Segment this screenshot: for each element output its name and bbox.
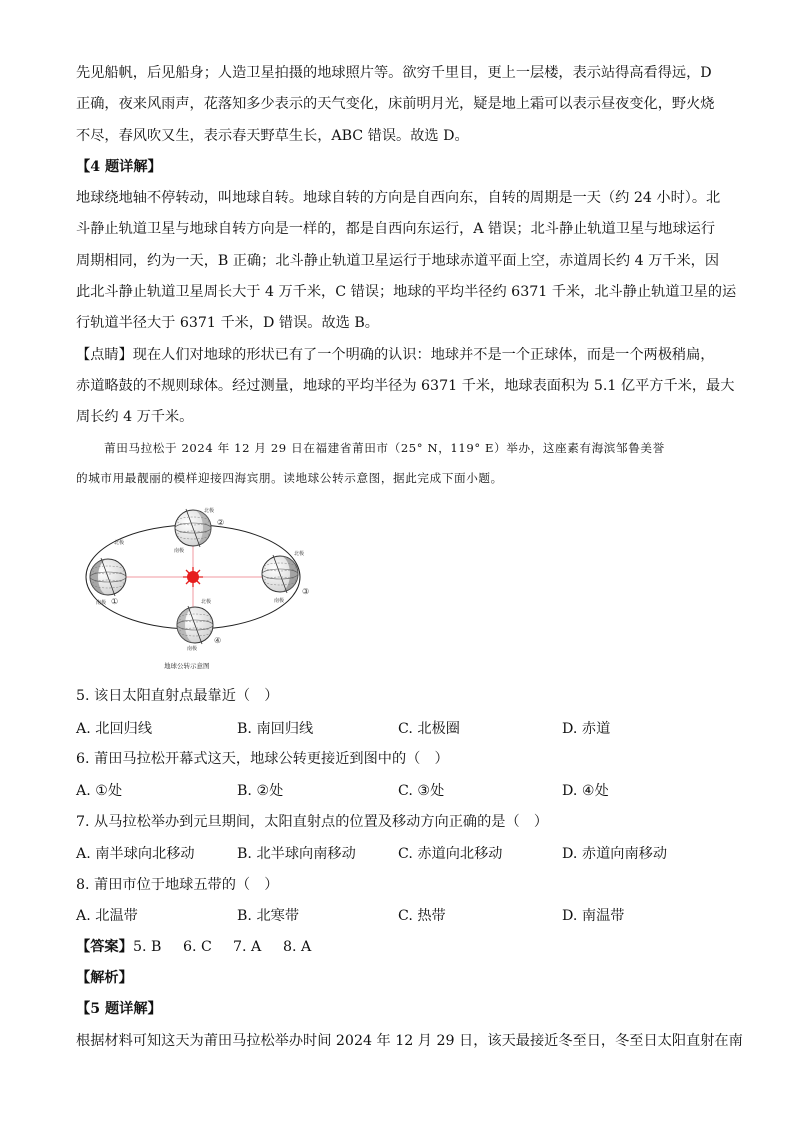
text-line: 先见船帆，后见船身；人造卫星拍摄的地球照片等。欲穷千里目，更上一层楼，表示站得高看得远，D — [76, 65, 712, 81]
position-2-label: ② — [217, 518, 225, 527]
text-line: 正确，夜来风雨声，花落知多少表示的天气变化，床前明月光，疑是地上霜可以表示昼夜变化，野火烧 — [76, 96, 715, 112]
position-3-label: ③ — [302, 587, 310, 596]
south-pole-label: 南极 — [96, 600, 107, 606]
answer-item: 5. B — [133, 939, 162, 955]
material-intro: 莆田马拉松于 2024 年 12 月 29 日在福建省莆田市（25° N，119° E）举办，这座素有海滨邹鲁美誉 — [104, 441, 665, 455]
question-8-option-d[interactable]: D. 南温带 — [562, 908, 625, 924]
question-7-stem: 7. 从马拉松举办到元旦期间，太阳直射点的位置及移动方向正确的是（ ） — [76, 814, 549, 830]
sun-icon — [183, 567, 203, 587]
text-line: 此北斗静止轨道卫星周长大于 4 万千米，C 错误；地球的平均半径约 6371 千米，北斗静止轨道卫星的运 — [76, 284, 737, 300]
text-line: 行轨道半径大于 6371 千米，D 错误。故选 B。 — [76, 315, 379, 331]
answer-item: 7. A — [233, 939, 262, 955]
question-7-option-d[interactable]: D. 赤道向南移动 — [562, 846, 668, 862]
question-5-option-c[interactable]: C. 北极圈 — [398, 721, 460, 737]
north-pole-label: 北极 — [294, 551, 305, 557]
north-pole-label: 北极 — [204, 508, 215, 514]
text-line: 根据材料可知这天为莆田马拉松举办时间 2024 年 12 月 29 日，该天最接近冬至日，冬至日太阳直射在南 — [76, 1033, 743, 1049]
earth-revolution-diagram — [80, 500, 320, 675]
question-6-option-a[interactable]: A. ①处 — [76, 783, 123, 799]
question-8-option-a[interactable]: A. 北温带 — [76, 908, 138, 924]
position-4-label: ④ — [214, 636, 222, 645]
answer-label: 【答案】 — [76, 939, 133, 955]
north-pole-label: 北极 — [201, 599, 212, 605]
question-6-option-d[interactable]: D. ④处 — [562, 783, 609, 799]
question-5-option-b[interactable]: B. 南回归线 — [237, 721, 314, 737]
question-5-option-d[interactable]: D. 赤道 — [562, 721, 611, 737]
material-intro: 的城市用最靓丽的模样迎接四海宾朋。读地球公转示意图，据此完成下面小题。 — [76, 471, 503, 485]
earth-position-1 — [90, 558, 126, 596]
south-pole-label: 南极 — [187, 646, 198, 652]
analysis-heading: 【解析】 — [76, 970, 133, 986]
question-6-option-c[interactable]: C. ③处 — [398, 783, 445, 799]
answer-item: 6. C — [183, 939, 212, 955]
section-heading-q4-detail: 【4 题详解】 — [76, 159, 162, 175]
question-8-stem: 8. 莆田市位于地球五带的（ ） — [76, 877, 279, 893]
earth-position-4 — [177, 606, 213, 644]
question-7-option-c[interactable]: C. 赤道向北移动 — [398, 846, 503, 862]
earth-position-2 — [175, 509, 211, 547]
section-heading-q5-detail: 【5 题详解】 — [76, 1001, 162, 1017]
earth-position-3 — [262, 555, 298, 593]
question-5-option-a[interactable]: A. 北回归线 — [76, 721, 153, 737]
text-line: 不尽，春风吹又生，表示春天野草生长，ABC 错误。故选 D。 — [76, 128, 469, 144]
position-1-label: ① — [111, 597, 119, 606]
north-pole-label: 北极 — [114, 540, 125, 546]
text-line: 周长约 4 万千米。 — [76, 409, 194, 425]
question-7-option-b[interactable]: B. 北半球向南移动 — [237, 846, 356, 862]
question-7-option-a[interactable]: A. 南半球向北移动 — [76, 846, 195, 862]
question-5-stem: 5. 该日太阳直射点最靠近（ ） — [76, 688, 279, 704]
diagram-caption: 地球公转示意图 — [164, 662, 210, 670]
text-line: 赤道略鼓的不规则球体。经过测量，地球的平均半径为 6371 千米，地球表面积为 5.1 亿平方千米，最大 — [76, 378, 735, 394]
text-line: 地球绕地轴不停转动，叫地球自转。地球自转的方向是自西向东，自转的周期是一天（约 24 小时）。北 — [76, 190, 721, 206]
question-6-option-b[interactable]: B. ②处 — [237, 783, 284, 799]
question-8-option-c[interactable]: C. 热带 — [398, 908, 446, 924]
key-point-paragraph: 【点睛】现在人们对地球的形状已有了一个明确的认识：地球并不是一个正球体，而是一个两极稍扁， — [76, 347, 715, 363]
question-8-option-b[interactable]: B. 北寒带 — [237, 908, 300, 924]
question-6-stem: 6. 莆田马拉松开幕式这天，地球公转更接近到图中的（ ） — [76, 751, 449, 767]
text-line: 周期相同，约为一天，B 正确；北斗静止轨道卫星运行于地球赤道平面上空，赤道周长约 4 万千米，因 — [76, 253, 720, 269]
text-line: 斗静止轨道卫星与地球自转方向是一样的，都是自西向东运行，A 错误；北斗静止轨道卫星与地球运行 — [76, 221, 716, 237]
south-pole-label: 南极 — [174, 548, 185, 554]
answer-item: 8. A — [283, 939, 312, 955]
south-pole-label: 南极 — [274, 598, 285, 604]
